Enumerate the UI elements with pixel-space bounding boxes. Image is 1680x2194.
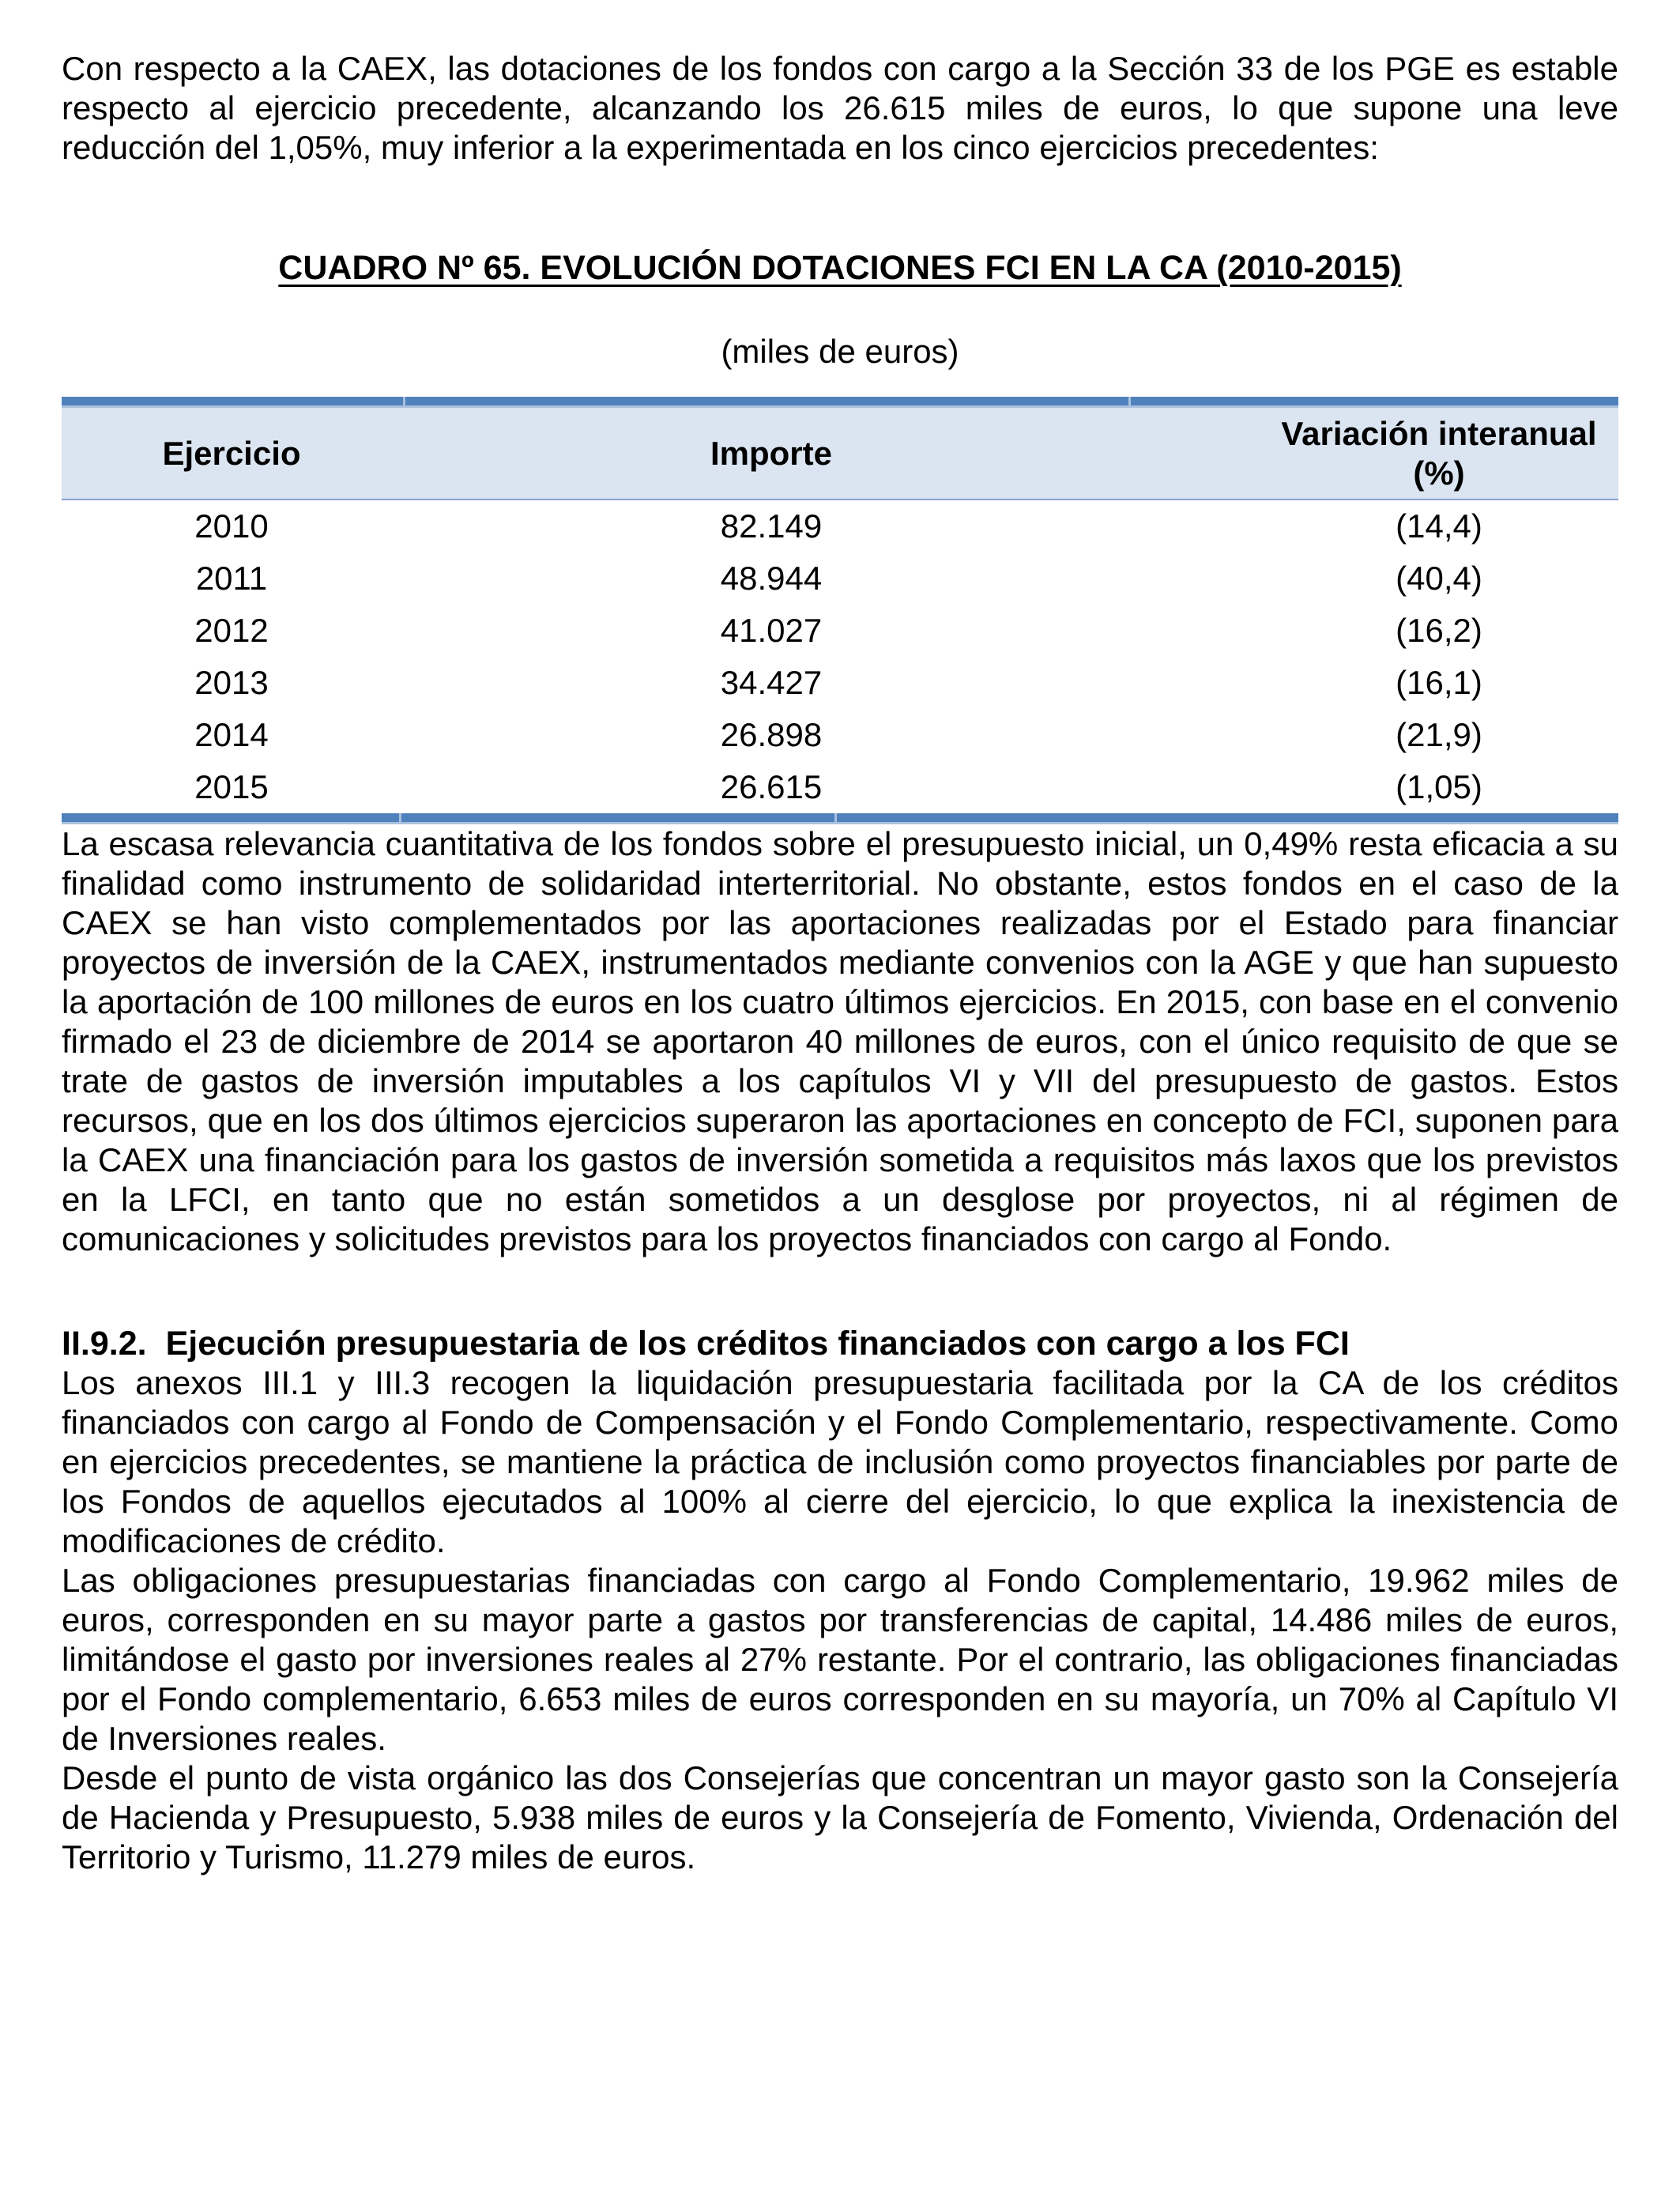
cell-importe: 26.898 — [720, 716, 823, 753]
bar-separator — [834, 813, 837, 822]
table-row — [62, 709, 1618, 761]
table-top-bar — [62, 397, 1618, 408]
cell-ejercicio: 2012 — [194, 612, 269, 649]
cell-variacion: (16,2) — [1396, 612, 1482, 649]
obligations-paragraph: Las obligaciones presupuestarias financiadas con cargo al Fondo Complementario, 19.962 miles de euros, corresponden en su mayor parte a gastos por transferencias de capital, 14.486 miles de euros, limitándose el gasto por inversiones reales al 27% restante. Por el contrario, las obligaciones financiadas por el Fondo complementario, 6.653 miles de euros corresponden en su mayoría, un 70% al Capítulo VI de Inversiones reales. — [62, 1562, 1618, 1757]
consejerias-paragraph: Desde el punto de vista orgánico las dos Consejerías que concentran un mayor gasto son la Consejería de Hacienda y Presupuesto, 5.938 miles de euros y la Consejería de Fomento, Vivienda, Ordenación del Territorio y Turismo, 11.279 miles de euros. — [62, 1759, 1618, 1875]
data-table — [62, 408, 1618, 813]
cell-ejercicio: 2014 — [194, 716, 269, 753]
table-header-row — [62, 408, 1618, 499]
cell-importe: 48.944 — [720, 560, 823, 597]
section-number: II.9.2. — [62, 1325, 147, 1363]
column-header-variacion-line1: Variación interanual — [1281, 414, 1597, 452]
cell-ejercicio: 2015 — [194, 768, 269, 805]
cell-variacion: (1,05) — [1396, 768, 1482, 805]
cell-ejercicio: 2011 — [195, 560, 268, 597]
cell-variacion: (40,4) — [1396, 560, 1482, 597]
cuadro-65-table — [62, 397, 1618, 824]
table-row — [62, 761, 1618, 813]
table-bottom-bar — [62, 813, 1618, 824]
table-title — [62, 248, 1618, 288]
cell-importe: 26.615 — [720, 768, 823, 805]
cell-variacion: (14,4) — [1396, 507, 1482, 545]
bar-separator — [403, 397, 405, 405]
intro-paragraph: Con respecto a la CAEX, las dotaciones de los fondos con cargo a la Sección 33 de los PGE es estable respecto al ejercicio precedente, alcanzando los 26.615 miles de euros, lo que supone una leve reducción del 1,05%, muy inferior a la experimentada en los cinco ejercicios precedentes: — [62, 50, 1618, 166]
cell-importe: 34.427 — [720, 664, 823, 701]
annexes-paragraph: Los anexos III.1 y III.3 recogen la liquidación presupuestaria facilitada por la CA de los créditos financiados con cargo al Fondo de Compensación y el Fondo Complementario, respectivamente. Como en ejercicios precedentes, se mantiene la práctica de inclusión como proyectos financiables por parte de los Fondos de aquellos ejecutados al 100% al cierre del ejercicio, lo que explica la inexistencia de modificaciones de crédito. — [62, 1364, 1618, 1559]
cell-importe: 41.027 — [720, 612, 823, 649]
table-title-text: CUADRO Nº 65. EVOLUCIÓN DOTACIONES FCI EN LA CA (2010-2015) — [278, 249, 1402, 287]
bar-separator — [399, 813, 401, 822]
analysis-paragraph: La escasa relevancia cuantitativa de los fondos sobre el presupuesto inicial, un 0,49% resta eficacia a su finalidad como instrumento de solidaridad interterritorial. No obstante, estos fondos en el caso de la CAEX se han visto complementados por las aportaciones realizadas por el Estado para financiar proyectos de inversión de la CAEX, instrumentados mediante convenios con la AGE y que han supuesto la aportación de 100 millones de euros en los cuatro últimos ejercicios. En 2015, con base en el convenio firmado el 23 de diciembre de 2014 se aportaron 40 millones de euros, con el único requisito de que se trate de gastos de inversión imputables a los capítulos VI y VII del presupuesto de gastos. Estos recursos, que en los dos últimos ejercicios superaron las aportaciones en concepto de FCI, suponen para la CAEX una financiación para los gastos de inversión sometida a requisitos más laxos que los previstos en la LFCI, en tanto que no están sometidos a un desglose por proyectos, ni al régimen de comunicaciones y solicitudes previstos para los proyectos financiados con cargo al Fondo. — [62, 825, 1618, 1257]
cell-ejercicio: 2010 — [194, 507, 269, 545]
column-header-variacion — [1141, 408, 1618, 499]
section-title: Ejecución presupuestaria de los créditos financiados con cargo a los FCI — [165, 1325, 1350, 1363]
table-row — [62, 657, 1618, 709]
cell-importe: 82.149 — [720, 507, 823, 545]
cell-variacion: (16,1) — [1396, 664, 1482, 701]
column-header-ejercicio: Ejercicio — [62, 408, 401, 499]
column-header-importe: Importe — [401, 408, 1141, 499]
table-row — [62, 499, 1618, 552]
table-row — [62, 552, 1618, 605]
bar-separator — [1128, 397, 1131, 405]
cell-variacion: (21,9) — [1396, 716, 1482, 753]
column-header-variacion-line2: (%) — [1413, 454, 1465, 492]
table-row — [62, 605, 1618, 657]
cell-ejercicio: 2013 — [194, 664, 269, 701]
section-heading — [62, 1324, 1618, 1363]
table-units-label: (miles de euros) — [721, 333, 959, 370]
